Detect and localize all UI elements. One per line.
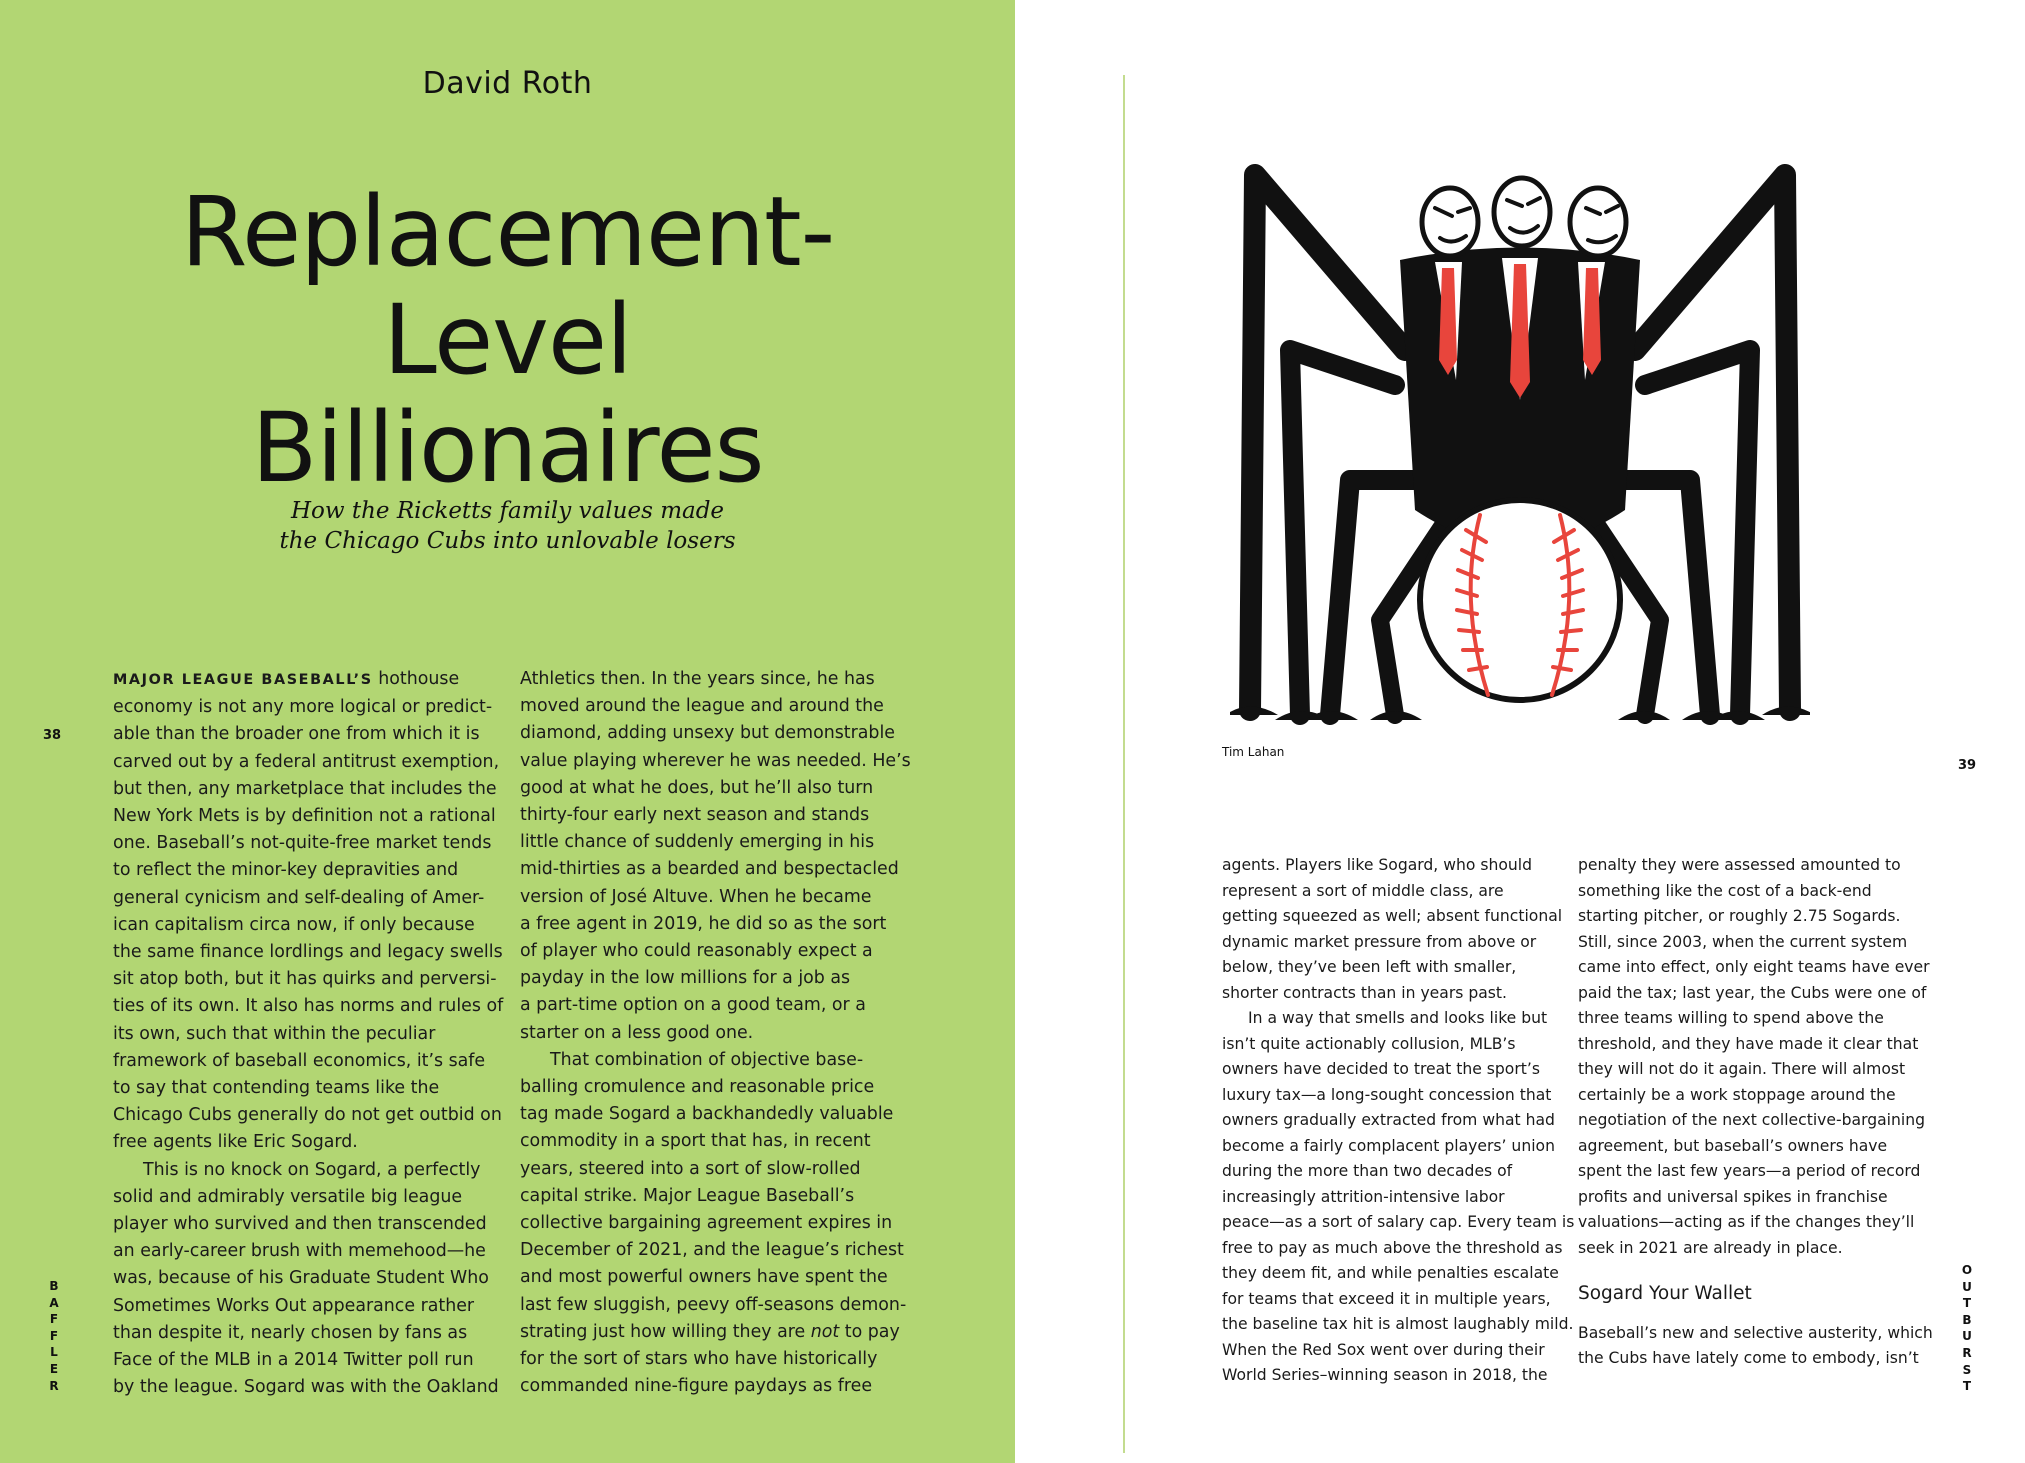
body-line: tag made Sogard a backhandedly valuable	[520, 1104, 894, 1125]
body-line: they deem fit, and while penalties escalate	[1222, 1264, 1559, 1282]
emphasis-text: not	[810, 1321, 840, 1342]
vertical-letter: O	[1961, 1263, 1973, 1277]
vertical-letter: B	[49, 1279, 59, 1293]
body-line: to say that contending teams like the	[113, 1078, 440, 1099]
vertical-label-left	[47, 1278, 61, 1394]
body-line: solid and admirably versatile big league	[113, 1186, 463, 1207]
body-line: one. Baseball’s not-quite-free market tends	[113, 833, 492, 854]
vertical-letter: F	[49, 1328, 59, 1343]
vertical-letter: T	[1962, 1379, 1972, 1394]
body-line: dynamic market pressure from above or	[1222, 932, 1537, 951]
spider-baseball-illustration	[1230, 150, 1810, 740]
gutter-rule	[1123, 75, 1125, 1453]
body-line: for the sort of stars who have historically	[520, 1349, 878, 1370]
vertical-letter: T	[1962, 1296, 1972, 1311]
body-line: value playing wherever he was needed. He’s	[520, 750, 911, 771]
page-number-left: 38	[43, 728, 62, 743]
body-line: threshold, and they have made it clear that	[1578, 1034, 1919, 1053]
body-line: Baseball’s new and selective austerity, which	[1578, 1323, 1933, 1342]
body-line: When the Red Sox went over during their	[1222, 1340, 1545, 1359]
body-line: December of 2021, and the league’s richest	[520, 1240, 904, 1261]
body-line: payday in the low millions for a job as	[520, 968, 851, 989]
body-text: strating just how willing they are	[520, 1321, 811, 1342]
body-line: of player who could reasonably expect a	[520, 941, 873, 962]
body-line: ties of its own. It also has norms and rules of	[113, 996, 504, 1017]
body-line: commanded nine-figure paydays as free	[520, 1376, 873, 1397]
body-line: free agents like Eric Sogard.	[113, 1132, 358, 1153]
body-line: below, they’ve been left with smaller,	[1222, 958, 1517, 976]
body-line: carved out by a federal antitrust exemption,	[113, 751, 500, 772]
body-line: spent the last few years—a period of record	[1578, 1162, 1921, 1180]
article-subtitle	[0, 496, 1015, 556]
body-line: came into effect, only eight teams have ever	[1578, 958, 1930, 976]
section-subheading: Sogard Your Wallet	[1578, 1283, 1752, 1304]
body-line: agreement, but baseball’s owners have	[1578, 1136, 1888, 1155]
body-line: starter on a less good one.	[520, 1022, 754, 1043]
body-line: its own, such that within the peculiar	[113, 1023, 436, 1044]
body-line: than despite it, nearly chosen by fans as	[113, 1322, 468, 1343]
spider-foot	[1682, 711, 1735, 720]
head-right	[1570, 188, 1626, 256]
body-line: represent a sort of middle class, are	[1222, 881, 1504, 900]
body-line	[520, 1319, 906, 1346]
body-line: was, because of his Graduate Student Who	[113, 1268, 489, 1289]
body-line: free to pay as much above the threshold as	[1222, 1238, 1563, 1257]
baseball	[1420, 500, 1620, 700]
necktie	[1583, 268, 1601, 375]
body-line: sit atop both, but it has quirks and perversi-	[113, 969, 497, 990]
subtitle-line: How the Ricketts family values made	[290, 498, 725, 524]
body-line: the baseline tax hit is almost laughably mild.	[1222, 1315, 1574, 1333]
body-line: for teams that exceed it in multiple years,	[1222, 1289, 1551, 1308]
body-line: starting pitcher, or roughly 2.75 Sogards.	[1578, 907, 1901, 925]
vertical-letter: A	[49, 1295, 59, 1310]
body-column-2	[520, 666, 911, 1400]
body-line: the Cubs have lately come to embody, isn’t	[1578, 1349, 1919, 1367]
illustration-credit: Tim Lahan	[1222, 745, 1285, 759]
body-line: capital strike. Major League Baseball’s	[520, 1185, 855, 1206]
body-column-4	[1578, 853, 1933, 1372]
body-line: collective bargaining agreement expires in	[520, 1213, 893, 1234]
body-line: owners have decided to treat the sport’s	[1222, 1060, 1540, 1078]
body-line: seek in 2021 are already in place.	[1578, 1238, 1843, 1257]
vertical-letter: F	[49, 1312, 59, 1327]
title-line: Billionaires	[251, 392, 764, 504]
body-line: valuations—acting as if the changes they’ll	[1578, 1213, 1915, 1231]
body-line: isn’t quite actionably collusion, MLB’s	[1222, 1034, 1516, 1053]
head-center	[1494, 178, 1550, 246]
body-line: a free agent in 2019, he did so as the sort	[520, 913, 887, 934]
spider-leg	[1330, 480, 1430, 715]
body-line: In a way that smells and looks like but	[1248, 1009, 1548, 1027]
body-line: player who survived and then transcended	[113, 1214, 487, 1235]
body-line: Still, since 2003, when the current system	[1578, 932, 1908, 951]
body-line: diamond, adding unsexy but demonstrable	[520, 723, 895, 744]
body-line: luxury tax—a long-sought concession that	[1222, 1085, 1552, 1104]
body-line: three teams willing to spend above the	[1578, 1009, 1884, 1027]
body-line: shorter contracts than in years past.	[1222, 983, 1507, 1002]
body-line: last few sluggish, peevy off-seasons demon-	[520, 1294, 907, 1315]
lead-in-rest: hothouse	[372, 669, 460, 689]
vertical-letter: R	[49, 1378, 59, 1393]
spider-foot	[1618, 711, 1670, 720]
vertical-label-right	[1960, 1262, 1974, 1395]
title-line: Replacement-	[180, 176, 835, 288]
subtitle-line: the Chicago Cubs into unlovable losers	[279, 528, 736, 554]
body-line: years, steered into a sort of slow-rolled	[520, 1158, 861, 1179]
vertical-letter: U	[1962, 1329, 1972, 1344]
body-line: Athletics then. In the years since, he has	[520, 669, 875, 689]
body-line: profits and universal spikes in franchise	[1578, 1187, 1888, 1206]
body-line: little chance of suddenly emerging in his	[520, 832, 875, 853]
spider-foot	[1370, 711, 1422, 720]
body-line: by the league. Sogard was with the Oakland	[113, 1377, 499, 1398]
body-line: during the more than two decades of	[1222, 1162, 1513, 1180]
body-line: getting squeezed as well; absent functional	[1222, 907, 1563, 925]
body-line: version of José Altuve. When he became	[520, 886, 872, 907]
body-line: Chicago Cubs generally do not get outbid on	[113, 1105, 502, 1126]
body-line: New York Mets is by definition not a rational	[113, 806, 496, 827]
body-line: thirty-four early next season and stands	[520, 805, 870, 826]
spider-foot	[1762, 707, 1810, 716]
body-line: a part-time option on a good team, or a	[520, 995, 866, 1016]
body-line: framework of baseball economics, it’s safe	[113, 1050, 486, 1071]
body-line: increasingly attrition-intensive labor	[1222, 1187, 1505, 1206]
vertical-letter: E	[49, 1361, 59, 1376]
body-line: moved around the league and around the	[520, 696, 884, 717]
body-line: negotiation of the next collective-bargaining	[1578, 1111, 1925, 1129]
body-line: agents. Players like Sogard, who should	[1222, 856, 1533, 874]
body-column-1	[113, 666, 504, 1401]
body-line: but then, any marketplace that includes the	[113, 778, 497, 799]
body-line: to reflect the minor-key depravities and	[113, 860, 459, 881]
vertical-letter: B	[1962, 1312, 1972, 1327]
body-column-3	[1222, 853, 1575, 1389]
body-line: peace—as a sort of salary cap. Every team is	[1222, 1213, 1575, 1231]
body-line: they will not do it again. There will almost	[1578, 1060, 1906, 1078]
body-line: able than the broader one from which it is	[113, 724, 480, 745]
body-text: to pay	[839, 1321, 900, 1342]
page-number-right: 39	[1958, 758, 1977, 773]
body-line: good at what he does, but he’ll also turn	[520, 777, 874, 798]
body-line: owners gradually extracted from what had	[1222, 1111, 1555, 1129]
body-line: an early-career brush with memehood—he	[113, 1241, 486, 1262]
body-line: economy is not any more logical or predict-	[113, 697, 493, 718]
title-line: Level	[383, 284, 632, 396]
body-line: mid-thirties as a bearded and bespectacled	[520, 859, 899, 880]
body-line: This is no knock on Sogard, a perfectly	[143, 1159, 481, 1180]
body-line: general cynicism and self-dealing of Amer-	[113, 887, 485, 908]
body-line: balling cromulence and reasonable price	[520, 1077, 875, 1098]
spider-feet	[1230, 707, 1810, 721]
body-line: penalty they were assessed amounted to	[1578, 856, 1901, 874]
body-line	[113, 666, 499, 694]
body-line: and most powerful owners have spent the	[520, 1267, 888, 1288]
spider-foot	[1305, 711, 1358, 720]
article-title	[0, 178, 1015, 502]
vertical-letter: R	[1962, 1345, 1972, 1360]
body-line: ican capitalism circa now, if only because	[113, 914, 475, 935]
body-line: something like the cost of a back-end	[1578, 881, 1872, 900]
body-line: commodity in a sport that has, in recent	[520, 1131, 871, 1152]
body-line: World Series–winning season in 2018, the	[1222, 1366, 1548, 1384]
lead-in-smallcaps: MAJOR LEAGUE BASEBALL’S	[113, 672, 373, 688]
body-line: That combination of objective base-	[550, 1049, 864, 1070]
body-line: Face of the MLB in a 2014 Twitter poll run	[113, 1350, 474, 1371]
body-line: Sometimes Works Out appearance rather	[113, 1295, 475, 1316]
body-line: paid the tax; last year, the Cubs were one of	[1578, 983, 1927, 1002]
head-left	[1422, 188, 1478, 256]
necktie	[1439, 268, 1457, 375]
author-byline: David Roth	[422, 66, 593, 101]
vertical-letter: U	[1962, 1279, 1972, 1294]
body-line: become a fairly complacent players’ union	[1222, 1136, 1555, 1155]
vertical-letter: L	[50, 1345, 58, 1360]
body-line: the same finance lordlings and legacy swells	[113, 942, 503, 963]
body-line: certainly be a work stoppage around the	[1578, 1085, 1896, 1104]
vertical-letter: S	[1962, 1362, 1972, 1377]
spider-foot	[1230, 707, 1278, 716]
spider-leg	[1610, 480, 1710, 715]
